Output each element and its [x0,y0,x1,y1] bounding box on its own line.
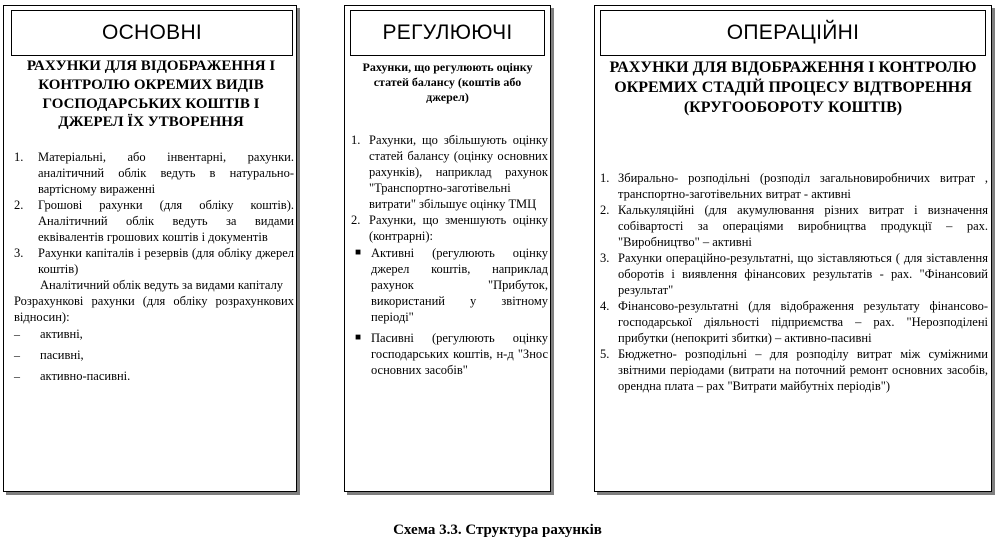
list-item-text: Пасивні (регулюють оцінку господарських коштів, н-д "Знос основних засобів" [371,331,548,377]
list-item-text: Рахунки операційно-результатні, що зіставляються ( для зіставлення оборотів і виявлення фінансових результатів - рах. "Фінансовий результат" [618,251,988,297]
dash-marker: – [14,348,20,362]
regulating-accounts-list [351,132,548,383]
list-marker: 2. [14,198,24,212]
operational-accounts-panel [594,5,992,492]
basic-accounts-subtitle: РАХУНКИ ДЛЯ ВІДОБРАЖЕННЯ І КОНТРОЛЮ ОКРЕМИХ ВИДІВ ГОСПОДАРСЬКИХ КОШТІВ І ДЖЕРЕЛ ЇХ УТВОРЕННЯ [26,58,276,131]
list-marker: 1. [14,150,24,164]
list-item [14,347,294,363]
basic-accounts-panel [3,5,297,492]
list-item [600,202,988,250]
list-item [600,298,988,346]
list-item [355,330,548,378]
list-item-text: Калькуляційні (для акумулювання різних витрат і визначення собівартості за операціями виробництва продукції – рах. "Виробництво" – активні [618,203,988,249]
list-item-text: пасивні, [40,348,84,362]
basic-accounts-list [14,149,294,389]
list-marker: 1. [600,171,610,185]
list-item-text: Рахунки капіталів і резервів (для обліку джерел коштів) [38,246,294,276]
list-item-text: Матеріальні, або інвентарні, рахунки. аналітичний облік ведуть в натурально-вартісному вираженні [38,150,294,196]
list-item [351,132,548,212]
list-marker: 5. [600,347,610,361]
list-item [14,368,294,384]
list-item [14,245,294,277]
list-item-text: Грошові рахунки (для обліку коштів). Аналітичний облік ведуть за видами еквівалентів грошових коштів і документів [38,198,294,244]
list-marker: 4. [600,299,610,313]
list-item-text: Активні (регулюють оцінку джерел коштів, наприклад рахунок "Прибуток, використаний у звітному періоді" [371,246,548,324]
list-item [14,197,294,245]
list-item [351,212,548,244]
list-marker: 2. [600,203,610,217]
figure-caption: Схема 3.3. Структура рахунків [393,522,602,538]
list-item-text: активні, [40,327,83,341]
list-marker: 3. [14,246,24,260]
analytic-accounting-note: Аналітичний облік ведуть за видами капіталу [40,278,284,292]
list-item [355,245,548,325]
list-item [14,149,294,197]
contra-accounts-bullets [351,245,548,378]
operational-accounts-header: ОПЕРАЦІЙНІ [600,10,986,56]
list-marker: 1. [351,133,361,147]
list-marker: 3. [600,251,610,265]
regulating-accounts-subtitle: Рахунки, що регулюють оцінку статей балансу (коштів або джерел) [362,60,533,104]
list-item [600,170,988,202]
square-bullet-icon: ■ [355,247,362,258]
list-item-text: Рахунки, що збільшують оцінку статей балансу (оцінку основних рахунків), наприклад рахунок "Транспортно-заготівельні витрати" збільшує оцінку ТМЦ [369,133,548,211]
list-marker: 2. [351,213,361,227]
operational-accounts-subtitle: РАХУНКИ ДЛЯ ВІДОБРАЖЕННЯ І КОНТРОЛЮ ОКРЕМИХ СТАДІЙ ПРОЦЕСУ ВІДТВОРЕННЯ (КРУГООБОРОТУ КОШТІВ) [609,59,977,116]
list-item-text: активно-пасивні. [40,369,131,383]
dash-marker: – [14,369,20,383]
dash-marker: – [14,327,20,341]
square-bullet-icon: ■ [355,332,362,343]
list-item-text: Фінансово-результатні (для відображення результату фінансово-господарської діяльності підприємства – рах. "Нерозподілені прибутки (непокриті збитки) – активно-пасивні [618,299,988,345]
list-item [14,326,294,342]
list-item [600,250,988,298]
list-item-text: Рахунки, що зменшують оцінку (контрарні): [369,213,548,243]
list-item [600,346,988,394]
list-item-text: Збирально- розподільні (розподіл загальновиробничих витрат , транспортно-заготівельних витрат - активні [618,171,988,201]
regulating-accounts-header: РЕГУЛЮЮЧІ [350,10,545,56]
settlement-accounts-text: Розрахункові рахунки (для обліку розрахункових відносин): [14,294,294,324]
basic-accounts-header: ОСНОВНІ [11,10,293,56]
operational-accounts-list [600,170,988,394]
regulating-accounts-panel [344,5,551,492]
list-item-text: Бюджетно- розподільні – для розподілу витрат між суміжними звітними періодами (витрати на поточний ремонт основних засобів, орендна плата – рах "Витрати майбутніх періодів") [618,347,988,393]
